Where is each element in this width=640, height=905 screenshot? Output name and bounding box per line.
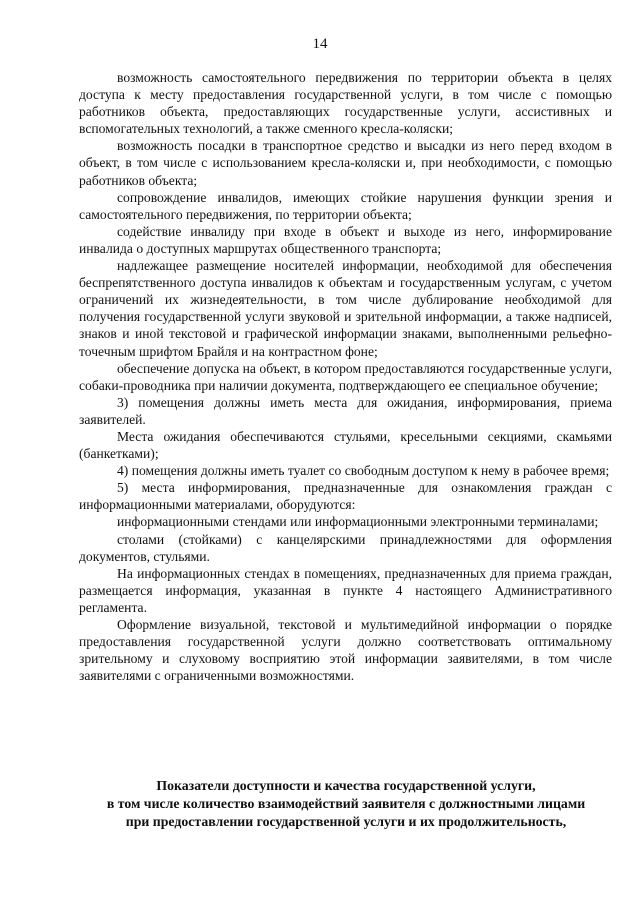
page-number: 14 xyxy=(312,36,328,52)
paragraph: 3) помещения должны иметь места для ожидания, информирования, приема заявителей. xyxy=(79,394,612,427)
paragraph: Оформление визуальной, текстовой и мультимедийной информации о порядке предоставления государственной услуги должно соответствовать оптимальному зрительному и слуховому восприятию этой информации заявителями, в том числе заявителями с ограниченными возможностями. xyxy=(79,617,612,684)
paragraph: столами (стойками) с канцелярскими принадлежностями для оформления документов, стульями. xyxy=(79,531,612,564)
paragraph: обеспечение допуска на объект, в котором предоставляются государственные услуги, собаки-проводника при наличии документа, подтверждающего ее специальное обучение; xyxy=(79,360,612,393)
paragraph: возможность самостоятельного передвижения по территории объекта в целях доступа к месту предоставления государственной услуги, в том числе с помощью работников объекта, предоставляющих государственные услуги, ассистивных и вспомогательных технологий, а также сменного кресла-коляски; xyxy=(79,70,612,137)
paragraph: информационными стендами или информационными электронными терминалами; xyxy=(117,514,599,530)
paragraph: 4) помещения должны иметь туалет со свободным доступом к нему в рабочее время; xyxy=(117,463,610,479)
paragraph: 5) места информирования, предназначенные для ознакомления граждан с информационными материалами, оборудуются: xyxy=(79,480,612,513)
paragraph: На информационных стендах в помещениях, предназначенных для приема граждан, размещается информация, указанная в пункте 4 настоящего Административного регламента. xyxy=(79,565,612,615)
heading-line: в том числе количество взаимодействий заявителя с должностными лицами xyxy=(106,796,586,811)
paragraph: Места ожидания обеспечиваются стульями, кресельными секциями, скамьями (банкетками); xyxy=(79,428,612,462)
heading-line: Показатели доступности и качества государственной услуги, xyxy=(156,778,536,793)
paragraph: надлежащее размещение носителей информации, необходимой для обеспечения беспрепятственного доступа инвалидов к объектам и государственным услугам, с учетом ограничений их жизнедеятельности, в том числе дублирование необходимой для получения государственной услуги звуковой и зрительной информации, а также надписей, знаков и иной текстовой и графической информации знаками, выполненными рельефно-точечным шрифтом Брайля и на контрастном фоне; xyxy=(79,258,612,359)
paragraph: возможность посадки в транспортное средство и высадки из него перед входом в объект, в том числе с использованием кресла-коляски и, при необходимости, с помощью работников объекта; xyxy=(79,138,612,188)
heading-line: при предоставлении государственной услуги и их продолжительность, xyxy=(125,814,567,829)
paragraph: сопровождение инвалидов, имеющих стойкие нарушения функции зрения и самостоятельного передвижения, по территории объекта; xyxy=(79,189,612,222)
section-heading xyxy=(60,777,632,831)
body-text xyxy=(79,69,612,684)
paragraph: содействие инвалиду при входе в объект и выходе из него, информирование инвалида о доступных маршрутах общественного транспорта; xyxy=(79,223,612,256)
